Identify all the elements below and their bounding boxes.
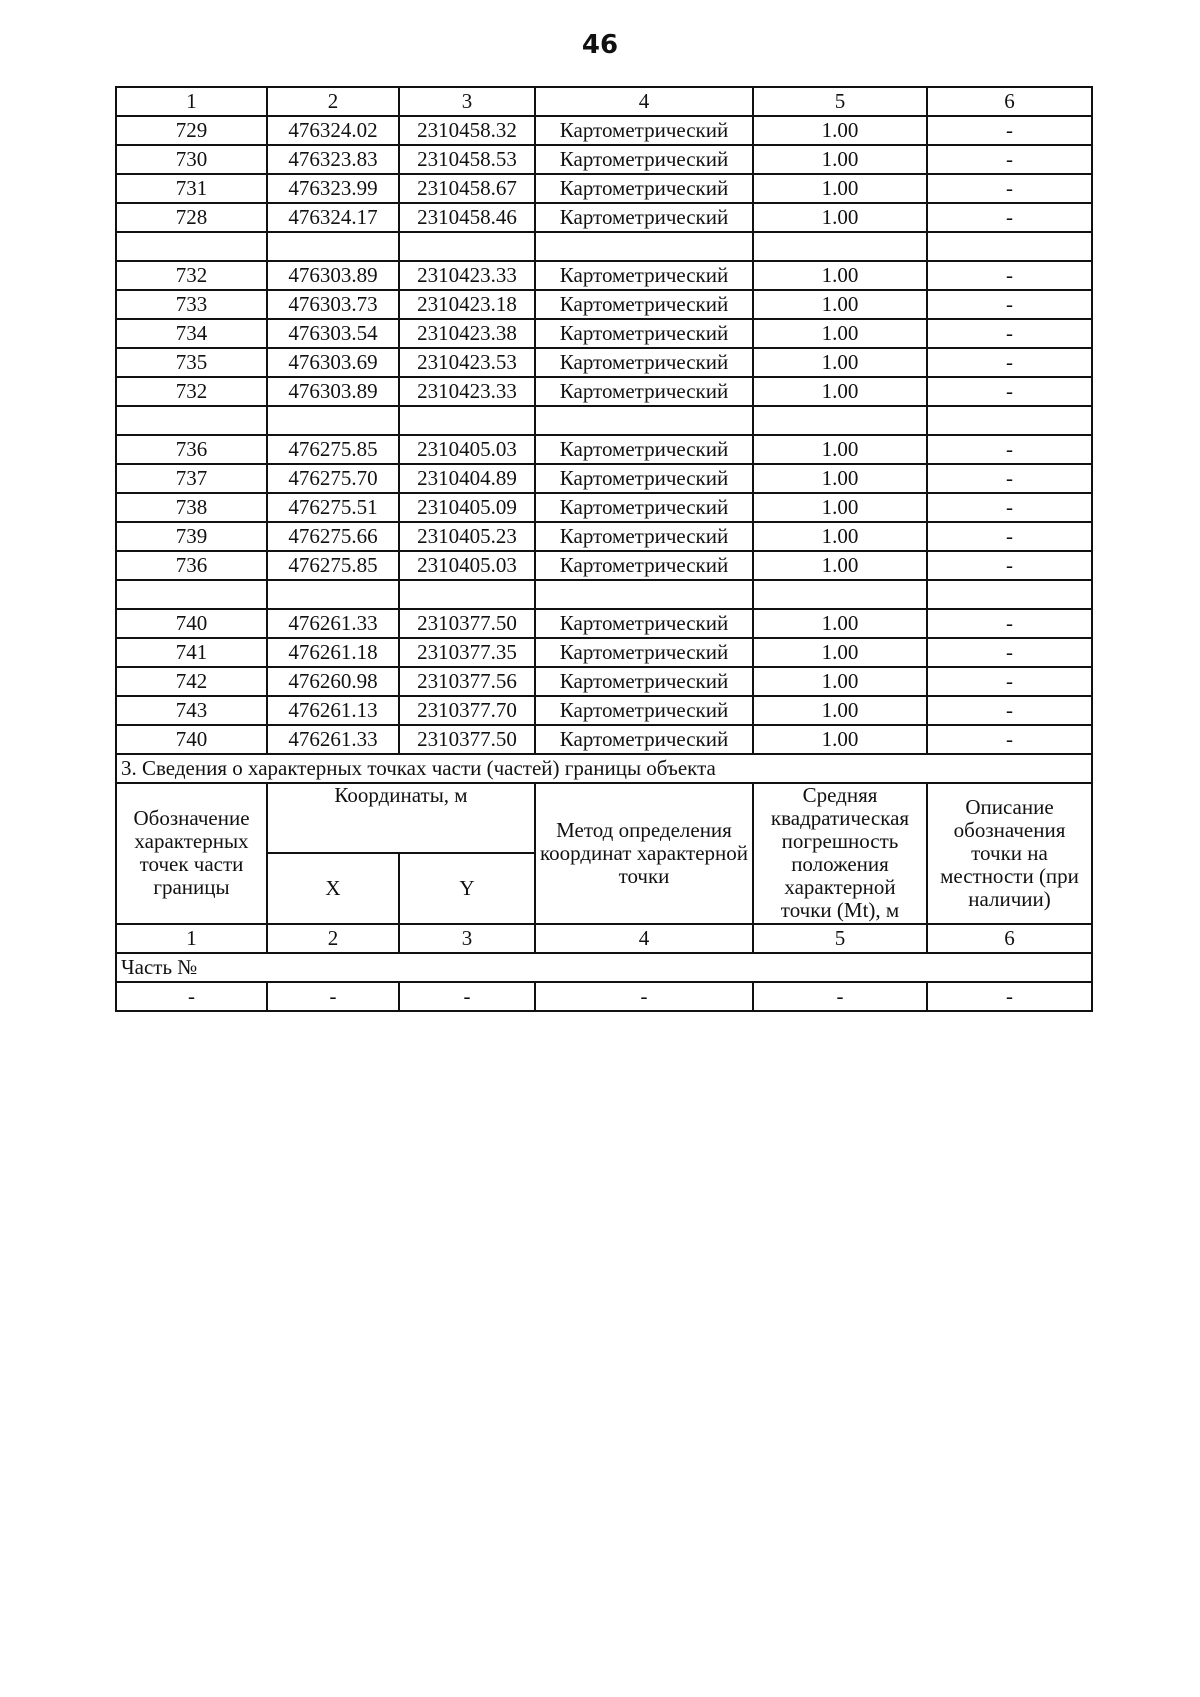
separator-row: [116, 406, 1092, 435]
point-id-cell: 729: [116, 116, 267, 145]
description-cell: -: [927, 174, 1092, 203]
part-cell: -: [927, 982, 1092, 1011]
method-cell: Картометрический: [535, 290, 753, 319]
method-cell: [535, 406, 753, 435]
part-label: Часть №: [116, 953, 1092, 982]
header-method: Метод определения координат характерной точки: [535, 783, 753, 924]
table-row: [116, 551, 1092, 580]
method-cell: [535, 232, 753, 261]
table-row: [116, 116, 1092, 145]
description-cell: -: [927, 667, 1092, 696]
point-id-cell: 734: [116, 319, 267, 348]
point-id-cell: 743: [116, 696, 267, 725]
description-cell: [927, 232, 1092, 261]
error-cell: 1.00: [753, 667, 927, 696]
method-cell: Картометрический: [535, 609, 753, 638]
error-cell: 1.00: [753, 174, 927, 203]
table-row: [116, 638, 1092, 667]
x-cell: 476323.83: [267, 145, 399, 174]
part-cell: -: [753, 982, 927, 1011]
y-cell: 2310423.18: [399, 290, 535, 319]
y-cell: 2310377.35: [399, 638, 535, 667]
method-cell: Картометрический: [535, 551, 753, 580]
y-cell: 2310458.32: [399, 116, 535, 145]
section3-column-number-row: [116, 924, 1092, 953]
header-description: Описание обозначения точки на местности (при наличии): [927, 783, 1092, 924]
y-cell: 2310405.03: [399, 551, 535, 580]
x-cell: 476303.89: [267, 261, 399, 290]
x-cell: 476261.18: [267, 638, 399, 667]
y-cell: [399, 580, 535, 609]
x-cell: [267, 580, 399, 609]
error-cell: 1.00: [753, 348, 927, 377]
method-cell: Картометрический: [535, 522, 753, 551]
table-row: [116, 290, 1092, 319]
x-cell: [267, 232, 399, 261]
error-cell: 1.00: [753, 638, 927, 667]
column-number: 4: [535, 924, 753, 953]
description-cell: -: [927, 609, 1092, 638]
point-id-cell: 736: [116, 551, 267, 580]
error-cell: 1.00: [753, 464, 927, 493]
point-id-cell: [116, 232, 267, 261]
error-cell: 1.00: [753, 145, 927, 174]
x-cell: 476324.02: [267, 116, 399, 145]
column-number: 2: [267, 924, 399, 953]
x-cell: 476275.85: [267, 551, 399, 580]
point-id-cell: 740: [116, 609, 267, 638]
table-row: [116, 493, 1092, 522]
table-row: [116, 261, 1092, 290]
header-x: X: [267, 853, 399, 923]
error-cell: 1.00: [753, 319, 927, 348]
y-cell: 2310405.23: [399, 522, 535, 551]
point-id-cell: 742: [116, 667, 267, 696]
x-cell: 476260.98: [267, 667, 399, 696]
method-cell: Картометрический: [535, 203, 753, 232]
method-cell: Картометрический: [535, 116, 753, 145]
x-cell: 476303.89: [267, 377, 399, 406]
table-row: [116, 145, 1092, 174]
method-cell: Картометрический: [535, 696, 753, 725]
y-cell: 2310423.38: [399, 319, 535, 348]
x-cell: 476323.99: [267, 174, 399, 203]
description-cell: [927, 580, 1092, 609]
point-id-cell: 737: [116, 464, 267, 493]
part-cell: -: [535, 982, 753, 1011]
method-cell: Картометрический: [535, 377, 753, 406]
point-id-cell: 731: [116, 174, 267, 203]
y-cell: 2310405.03: [399, 435, 535, 464]
error-cell: [753, 406, 927, 435]
table-row: [116, 435, 1092, 464]
description-cell: [927, 406, 1092, 435]
column-number: 2: [267, 87, 399, 116]
description-cell: -: [927, 348, 1092, 377]
separator-row: [116, 232, 1092, 261]
y-cell: 2310458.67: [399, 174, 535, 203]
description-cell: -: [927, 261, 1092, 290]
table-row: [116, 725, 1092, 754]
table-row: [116, 377, 1092, 406]
error-cell: 1.00: [753, 116, 927, 145]
x-cell: 476275.70: [267, 464, 399, 493]
error-cell: 1.00: [753, 290, 927, 319]
error-cell: 1.00: [753, 261, 927, 290]
coordinates-table: [115, 86, 1093, 1012]
column-number: 5: [753, 87, 927, 116]
column-number: 1: [116, 87, 267, 116]
method-cell: Картометрический: [535, 348, 753, 377]
table-row: [116, 609, 1092, 638]
point-id-cell: 732: [116, 377, 267, 406]
separator-row: [116, 580, 1092, 609]
part-cell: -: [267, 982, 399, 1011]
point-id-cell: 740: [116, 725, 267, 754]
point-id-cell: [116, 406, 267, 435]
method-cell: [535, 580, 753, 609]
point-id-cell: 730: [116, 145, 267, 174]
x-cell: 476261.13: [267, 696, 399, 725]
table-row: [116, 696, 1092, 725]
table-row: [116, 319, 1092, 348]
description-cell: -: [927, 116, 1092, 145]
section3-title: 3. Сведения о характерных точках части (частей) границы объекта: [116, 754, 1092, 783]
method-cell: Картометрический: [535, 464, 753, 493]
x-cell: 476275.51: [267, 493, 399, 522]
header-coordinates: Координаты, м: [267, 783, 535, 853]
y-cell: 2310423.33: [399, 377, 535, 406]
part-row: [116, 982, 1092, 1011]
table-row: [116, 522, 1092, 551]
y-cell: [399, 406, 535, 435]
method-cell: Картометрический: [535, 667, 753, 696]
error-cell: 1.00: [753, 435, 927, 464]
method-cell: Картометрический: [535, 435, 753, 464]
y-cell: 2310405.09: [399, 493, 535, 522]
x-cell: 476275.85: [267, 435, 399, 464]
error-cell: 1.00: [753, 377, 927, 406]
description-cell: -: [927, 725, 1092, 754]
column-number: 4: [535, 87, 753, 116]
description-cell: -: [927, 203, 1092, 232]
column-number: 1: [116, 924, 267, 953]
x-cell: 476303.69: [267, 348, 399, 377]
section3-header-row: [116, 783, 1092, 853]
x-cell: 476303.73: [267, 290, 399, 319]
part-cell: -: [116, 982, 267, 1011]
y-cell: 2310458.53: [399, 145, 535, 174]
part-cell: -: [399, 982, 535, 1011]
point-id-cell: 736: [116, 435, 267, 464]
y-cell: 2310404.89: [399, 464, 535, 493]
description-cell: -: [927, 377, 1092, 406]
point-id-cell: 733: [116, 290, 267, 319]
y-cell: 2310423.53: [399, 348, 535, 377]
error-cell: [753, 232, 927, 261]
table-row: [116, 203, 1092, 232]
point-id-cell: 732: [116, 261, 267, 290]
point-id-cell: 728: [116, 203, 267, 232]
column-number: 3: [399, 87, 535, 116]
y-cell: 2310377.50: [399, 609, 535, 638]
description-cell: -: [927, 145, 1092, 174]
part-label-row: [116, 953, 1092, 982]
error-cell: [753, 580, 927, 609]
table-row: [116, 667, 1092, 696]
x-cell: 476303.54: [267, 319, 399, 348]
column-number-row: [116, 87, 1092, 116]
error-cell: 1.00: [753, 609, 927, 638]
x-cell: 476275.66: [267, 522, 399, 551]
x-cell: 476324.17: [267, 203, 399, 232]
table-row: [116, 348, 1092, 377]
y-cell: 2310377.50: [399, 725, 535, 754]
method-cell: Картометрический: [535, 174, 753, 203]
method-cell: Картометрический: [535, 493, 753, 522]
error-cell: 1.00: [753, 522, 927, 551]
description-cell: -: [927, 696, 1092, 725]
section3-title-row: [116, 754, 1092, 783]
description-cell: -: [927, 638, 1092, 667]
table-row: [116, 464, 1092, 493]
y-cell: 2310377.56: [399, 667, 535, 696]
description-cell: -: [927, 551, 1092, 580]
method-cell: Картометрический: [535, 261, 753, 290]
column-number: 3: [399, 924, 535, 953]
page-number: 46: [581, 30, 619, 60]
x-cell: 476261.33: [267, 725, 399, 754]
method-cell: Картометрический: [535, 319, 753, 348]
y-cell: [399, 232, 535, 261]
x-cell: 476261.33: [267, 609, 399, 638]
point-id-cell: 738: [116, 493, 267, 522]
header-designation: Обозначение характерных точек части границы: [116, 783, 267, 924]
column-number: 6: [927, 87, 1092, 116]
description-cell: -: [927, 435, 1092, 464]
point-id-cell: 735: [116, 348, 267, 377]
error-cell: 1.00: [753, 696, 927, 725]
method-cell: Картометрический: [535, 638, 753, 667]
y-cell: 2310458.46: [399, 203, 535, 232]
header-error: Средняя квадратическая погрешность положения характерной точки (Mt), м: [753, 783, 927, 924]
description-cell: -: [927, 464, 1092, 493]
error-cell: 1.00: [753, 493, 927, 522]
x-cell: [267, 406, 399, 435]
point-id-cell: [116, 580, 267, 609]
column-number: 5: [753, 924, 927, 953]
description-cell: -: [927, 319, 1092, 348]
description-cell: -: [927, 493, 1092, 522]
method-cell: Картометрический: [535, 145, 753, 174]
point-id-cell: 739: [116, 522, 267, 551]
description-cell: -: [927, 290, 1092, 319]
y-cell: 2310423.33: [399, 261, 535, 290]
method-cell: Картометрический: [535, 725, 753, 754]
description-cell: -: [927, 522, 1092, 551]
error-cell: 1.00: [753, 551, 927, 580]
table-row: [116, 174, 1092, 203]
column-number: 6: [927, 924, 1092, 953]
error-cell: 1.00: [753, 203, 927, 232]
y-cell: 2310377.70: [399, 696, 535, 725]
error-cell: 1.00: [753, 725, 927, 754]
header-y: Y: [399, 853, 535, 923]
point-id-cell: 741: [116, 638, 267, 667]
